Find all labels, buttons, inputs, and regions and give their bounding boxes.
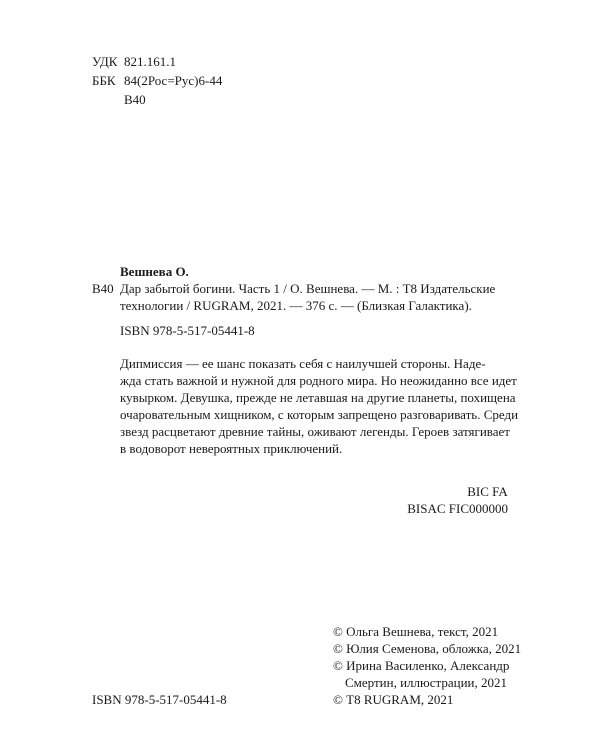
bic-code: BIC FA	[467, 484, 508, 499]
udk-value: 821.161.1	[124, 54, 176, 69]
udk-label: УДК	[92, 54, 118, 69]
copyright-line: Смертин, иллюстрации, 2021	[345, 675, 507, 690]
copyright-line: © Ирина Василенко, Александр	[333, 658, 510, 673]
bib-line: Дар забытой богини. Часть 1 / О. Вешнева. — М. : Т8 Издательские	[120, 281, 496, 296]
bib-line: технологии / RUGRAM, 2021. — 376 с. — (Близкая Галактика).	[120, 298, 472, 313]
copyright-line: © Юлия Семенова, обложка, 2021	[333, 641, 522, 656]
bisac-code: BISAC FIC000000	[407, 501, 508, 516]
abstract-line: жда стать важной и нужной для родного мира. Но неожиданно все идет	[120, 373, 517, 388]
abstract-line: в водоворот невероятных приключений.	[120, 441, 343, 456]
classification-block	[92, 53, 292, 113]
abstract-line: кувырком. Девушка, прежде не летавшая на другие планеты, похищена	[120, 390, 516, 405]
isbn-record: ISBN 978-5-517-05441-8	[120, 323, 255, 338]
bbk-label: ББК	[92, 73, 116, 88]
author-heading: Вешнева О.	[120, 264, 189, 279]
copyright-line: © Ольга Вешнева, текст, 2021	[333, 624, 499, 639]
bottom-isbn: ISBN 978-5-517-05441-8	[92, 692, 227, 707]
bibliographic-description	[120, 280, 495, 314]
copyright-block	[333, 623, 521, 708]
copyright-line: © Т8 RUGRAM, 2021	[333, 692, 454, 707]
abstract	[120, 355, 519, 457]
abstract-line: очаровательным хищником, с которым запрещено разговаривать. Среди	[120, 407, 519, 422]
bbk-value: 84(2Рос=Рус)6-44	[124, 73, 223, 88]
subject-codes	[407, 483, 508, 517]
author-mark-code: В40	[92, 281, 114, 296]
abstract-line: Дипмиссия — ее шанс показать себя с наилучшей стороны. Наде-	[120, 356, 486, 371]
abstract-line: звезд расцветают древние тайны, оживают легенды. Героев затягивает	[120, 424, 510, 439]
author-mark-value: В40	[124, 92, 146, 107]
